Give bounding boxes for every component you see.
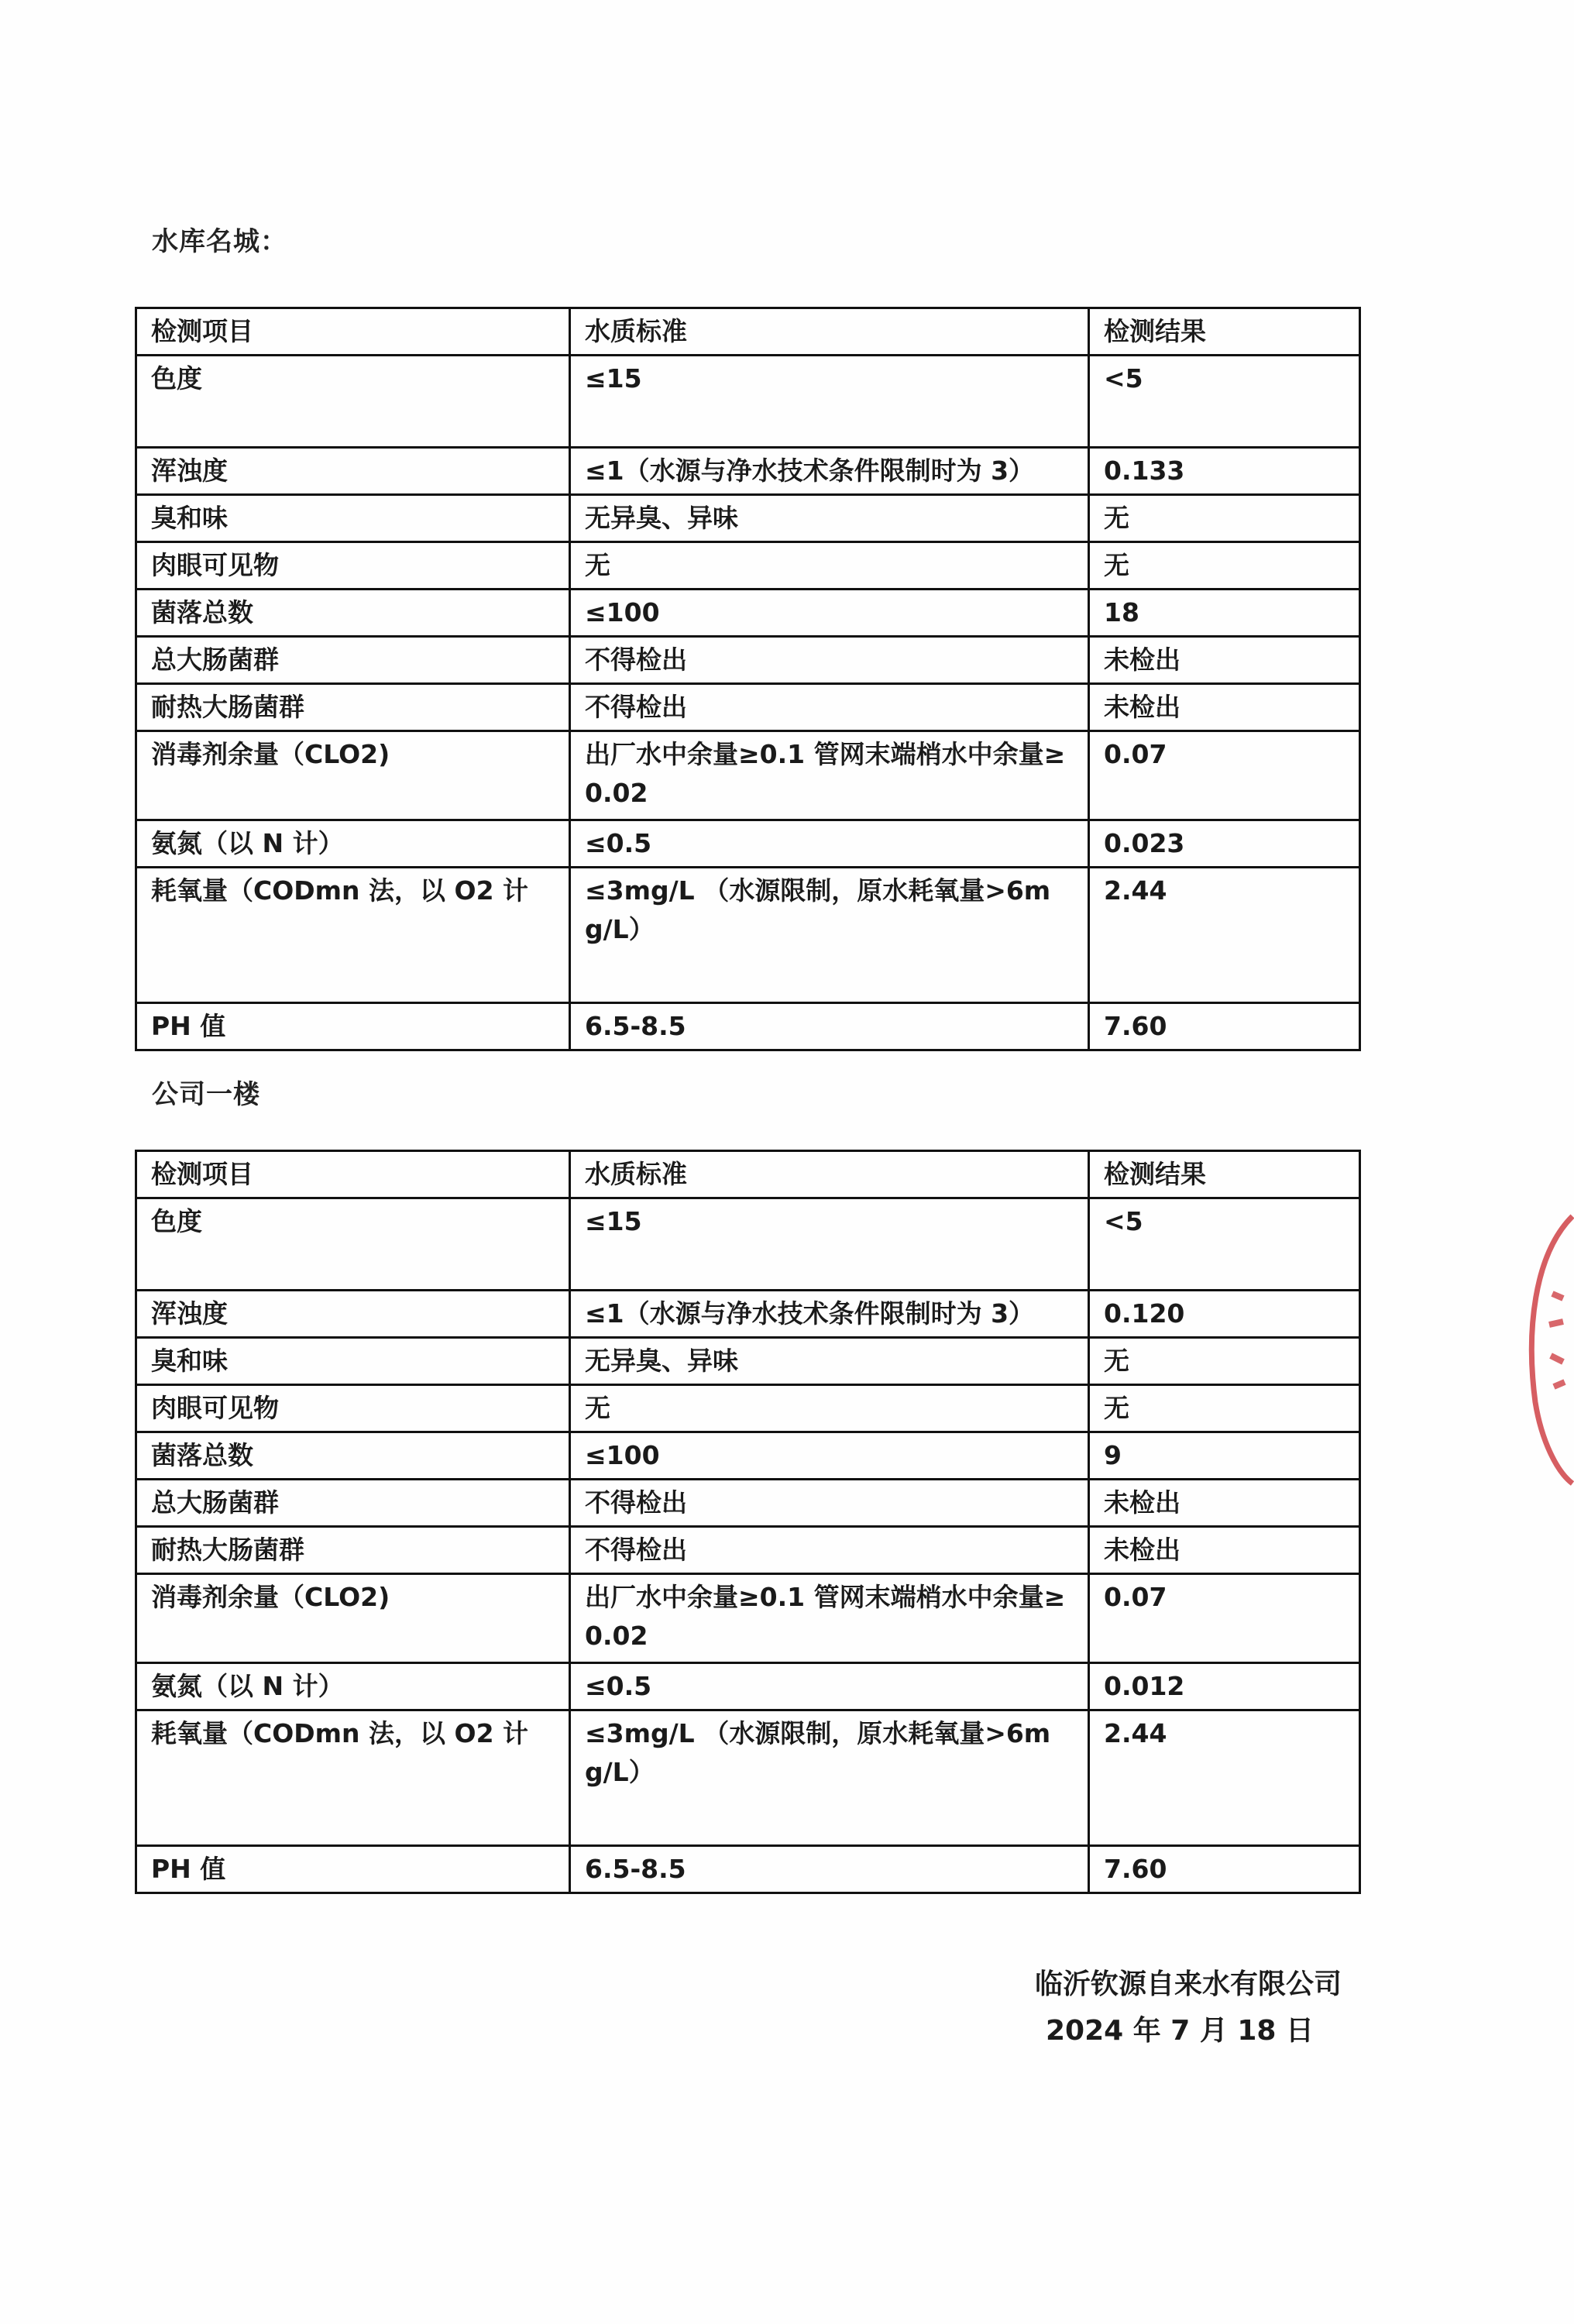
cell-result: 0.120 xyxy=(1089,1291,1360,1338)
cell-result: 未检出 xyxy=(1089,1480,1360,1527)
table-row xyxy=(136,542,1360,590)
cell-item: 菌落总数 xyxy=(136,590,570,637)
header-standard: 水质标准 xyxy=(570,1151,1089,1198)
cell-item: 耗氧量（CODmn 法，以 O2 计 xyxy=(136,868,570,1003)
cell-standard: 无异臭、异味 xyxy=(570,495,1089,542)
cell-result: 0.133 xyxy=(1089,448,1360,495)
cell-result: 0.07 xyxy=(1089,1574,1360,1663)
cell-standard: ≤1（水源与净水技术条件限制时为 3） xyxy=(570,448,1089,495)
cell-standard: 不得检出 xyxy=(570,684,1089,731)
signature-block xyxy=(1035,1961,1342,2054)
cell-standard: 不得检出 xyxy=(570,1527,1089,1574)
cell-result: 无 xyxy=(1089,495,1360,542)
cell-result: 未检出 xyxy=(1089,1527,1360,1574)
cell-standard: ≤0.5 xyxy=(570,1663,1089,1710)
cell-item: 菌落总数 xyxy=(136,1432,570,1480)
cell-standard: 无异臭、异味 xyxy=(570,1338,1089,1385)
table-row xyxy=(136,684,1360,731)
header-standard: 水质标准 xyxy=(570,308,1089,356)
cell-item: 总大肠菌群 xyxy=(136,637,570,684)
table-row xyxy=(136,590,1360,637)
cell-standard: 6.5-8.5 xyxy=(570,1003,1089,1050)
cell-standard: ≤100 xyxy=(570,1432,1089,1480)
header-result: 检测结果 xyxy=(1089,1151,1360,1198)
table-row xyxy=(136,495,1360,542)
table-row xyxy=(136,820,1360,868)
cell-standard: ≤0.5 xyxy=(570,820,1089,868)
cell-result: 7.60 xyxy=(1089,1003,1360,1050)
table-row xyxy=(136,1710,1360,1846)
cell-standard: 无 xyxy=(570,1385,1089,1432)
cell-item: 色度 xyxy=(136,356,570,448)
table-row xyxy=(136,356,1360,448)
table-row xyxy=(136,1198,1360,1291)
cell-item: 氨氮（以 N 计） xyxy=(136,820,570,868)
cell-item: 色度 xyxy=(136,1198,570,1291)
table-row xyxy=(136,1432,1360,1480)
cell-result: 无 xyxy=(1089,1385,1360,1432)
cell-standard: ≤15 xyxy=(570,356,1089,448)
cell-standard: 无 xyxy=(570,542,1089,590)
table-row xyxy=(136,1003,1360,1050)
table-row xyxy=(136,868,1360,1003)
header-result: 检测结果 xyxy=(1089,308,1360,356)
cell-item: 浑浊度 xyxy=(136,1291,570,1338)
cell-standard: ≤3mg/L （水源限制，原水耗氧量>6mg/L） xyxy=(570,868,1089,1003)
cell-item: 消毒剂余量（CLO2) xyxy=(136,1574,570,1663)
cell-standard: 不得检出 xyxy=(570,1480,1089,1527)
company-seal-partial xyxy=(1518,1208,1574,1487)
water-quality-table-reservoir xyxy=(135,307,1361,1051)
cell-item: PH 值 xyxy=(136,1846,570,1893)
table-row xyxy=(136,637,1360,684)
cell-result: 0.012 xyxy=(1089,1663,1360,1710)
cell-standard: 6.5-8.5 xyxy=(570,1846,1089,1893)
cell-item: 氨氮（以 N 计） xyxy=(136,1663,570,1710)
cell-standard: 不得检出 xyxy=(570,637,1089,684)
cell-item: 总大肠菌群 xyxy=(136,1480,570,1527)
cell-result: 0.023 xyxy=(1089,820,1360,868)
table-row xyxy=(136,1527,1360,1574)
table-row xyxy=(136,1291,1360,1338)
table-row xyxy=(136,1385,1360,1432)
cell-item: 耐热大肠菌群 xyxy=(136,1527,570,1574)
cell-result: 未检出 xyxy=(1089,684,1360,731)
cell-item: 耐热大肠菌群 xyxy=(136,684,570,731)
cell-standard: 出厂水中余量≥0.1 管网末端梢水中余量≥0.02 xyxy=(570,731,1089,820)
water-quality-table-company xyxy=(135,1150,1361,1894)
table-row xyxy=(136,448,1360,495)
table-header-row xyxy=(136,1151,1360,1198)
section-title-company-floor: 公司一楼 xyxy=(152,1079,260,1110)
table-row xyxy=(136,1338,1360,1385)
table-row xyxy=(136,1574,1360,1663)
cell-item: 肉眼可见物 xyxy=(136,542,570,590)
cell-item: 浑浊度 xyxy=(136,448,570,495)
cell-result: 未检出 xyxy=(1089,637,1360,684)
cell-standard: ≤15 xyxy=(570,1198,1089,1291)
cell-standard: ≤100 xyxy=(570,590,1089,637)
table-row xyxy=(136,1480,1360,1527)
cell-result: <5 xyxy=(1089,356,1360,448)
cell-item: 臭和味 xyxy=(136,1338,570,1385)
cell-standard: ≤1（水源与净水技术条件限制时为 3） xyxy=(570,1291,1089,1338)
cell-item: 肉眼可见物 xyxy=(136,1385,570,1432)
cell-result: 2.44 xyxy=(1089,1710,1360,1846)
cell-result: 9 xyxy=(1089,1432,1360,1480)
cell-result: 无 xyxy=(1089,542,1360,590)
cell-result: 2.44 xyxy=(1089,868,1360,1003)
cell-item: 消毒剂余量（CLO2) xyxy=(136,731,570,820)
cell-standard: 出厂水中余量≥0.1 管网末端梢水中余量≥0.02 xyxy=(570,1574,1089,1663)
section-title-reservoir: 水库名城： xyxy=(152,226,287,257)
cell-item: 臭和味 xyxy=(136,495,570,542)
cell-result: 7.60 xyxy=(1089,1846,1360,1893)
header-item: 检测项目 xyxy=(136,308,570,356)
table-row xyxy=(136,731,1360,820)
cell-item: PH 值 xyxy=(136,1003,570,1050)
table-row xyxy=(136,1846,1360,1893)
issue-date: 2024 年 7 月 18 日 xyxy=(1045,2015,1314,2047)
cell-result: 0.07 xyxy=(1089,731,1360,820)
cell-result: 无 xyxy=(1089,1338,1360,1385)
cell-standard: ≤3mg/L （水源限制，原水耗氧量>6mg/L） xyxy=(570,1710,1089,1846)
cell-item: 耗氧量（CODmn 法，以 O2 计 xyxy=(136,1710,570,1846)
cell-result: <5 xyxy=(1089,1198,1360,1291)
table-row xyxy=(136,1663,1360,1710)
table-header-row xyxy=(136,308,1360,356)
company-name: 临沂钦源自来水有限公司 xyxy=(1034,1968,1342,2000)
header-item: 检测项目 xyxy=(136,1151,570,1198)
cell-result: 18 xyxy=(1089,590,1360,637)
